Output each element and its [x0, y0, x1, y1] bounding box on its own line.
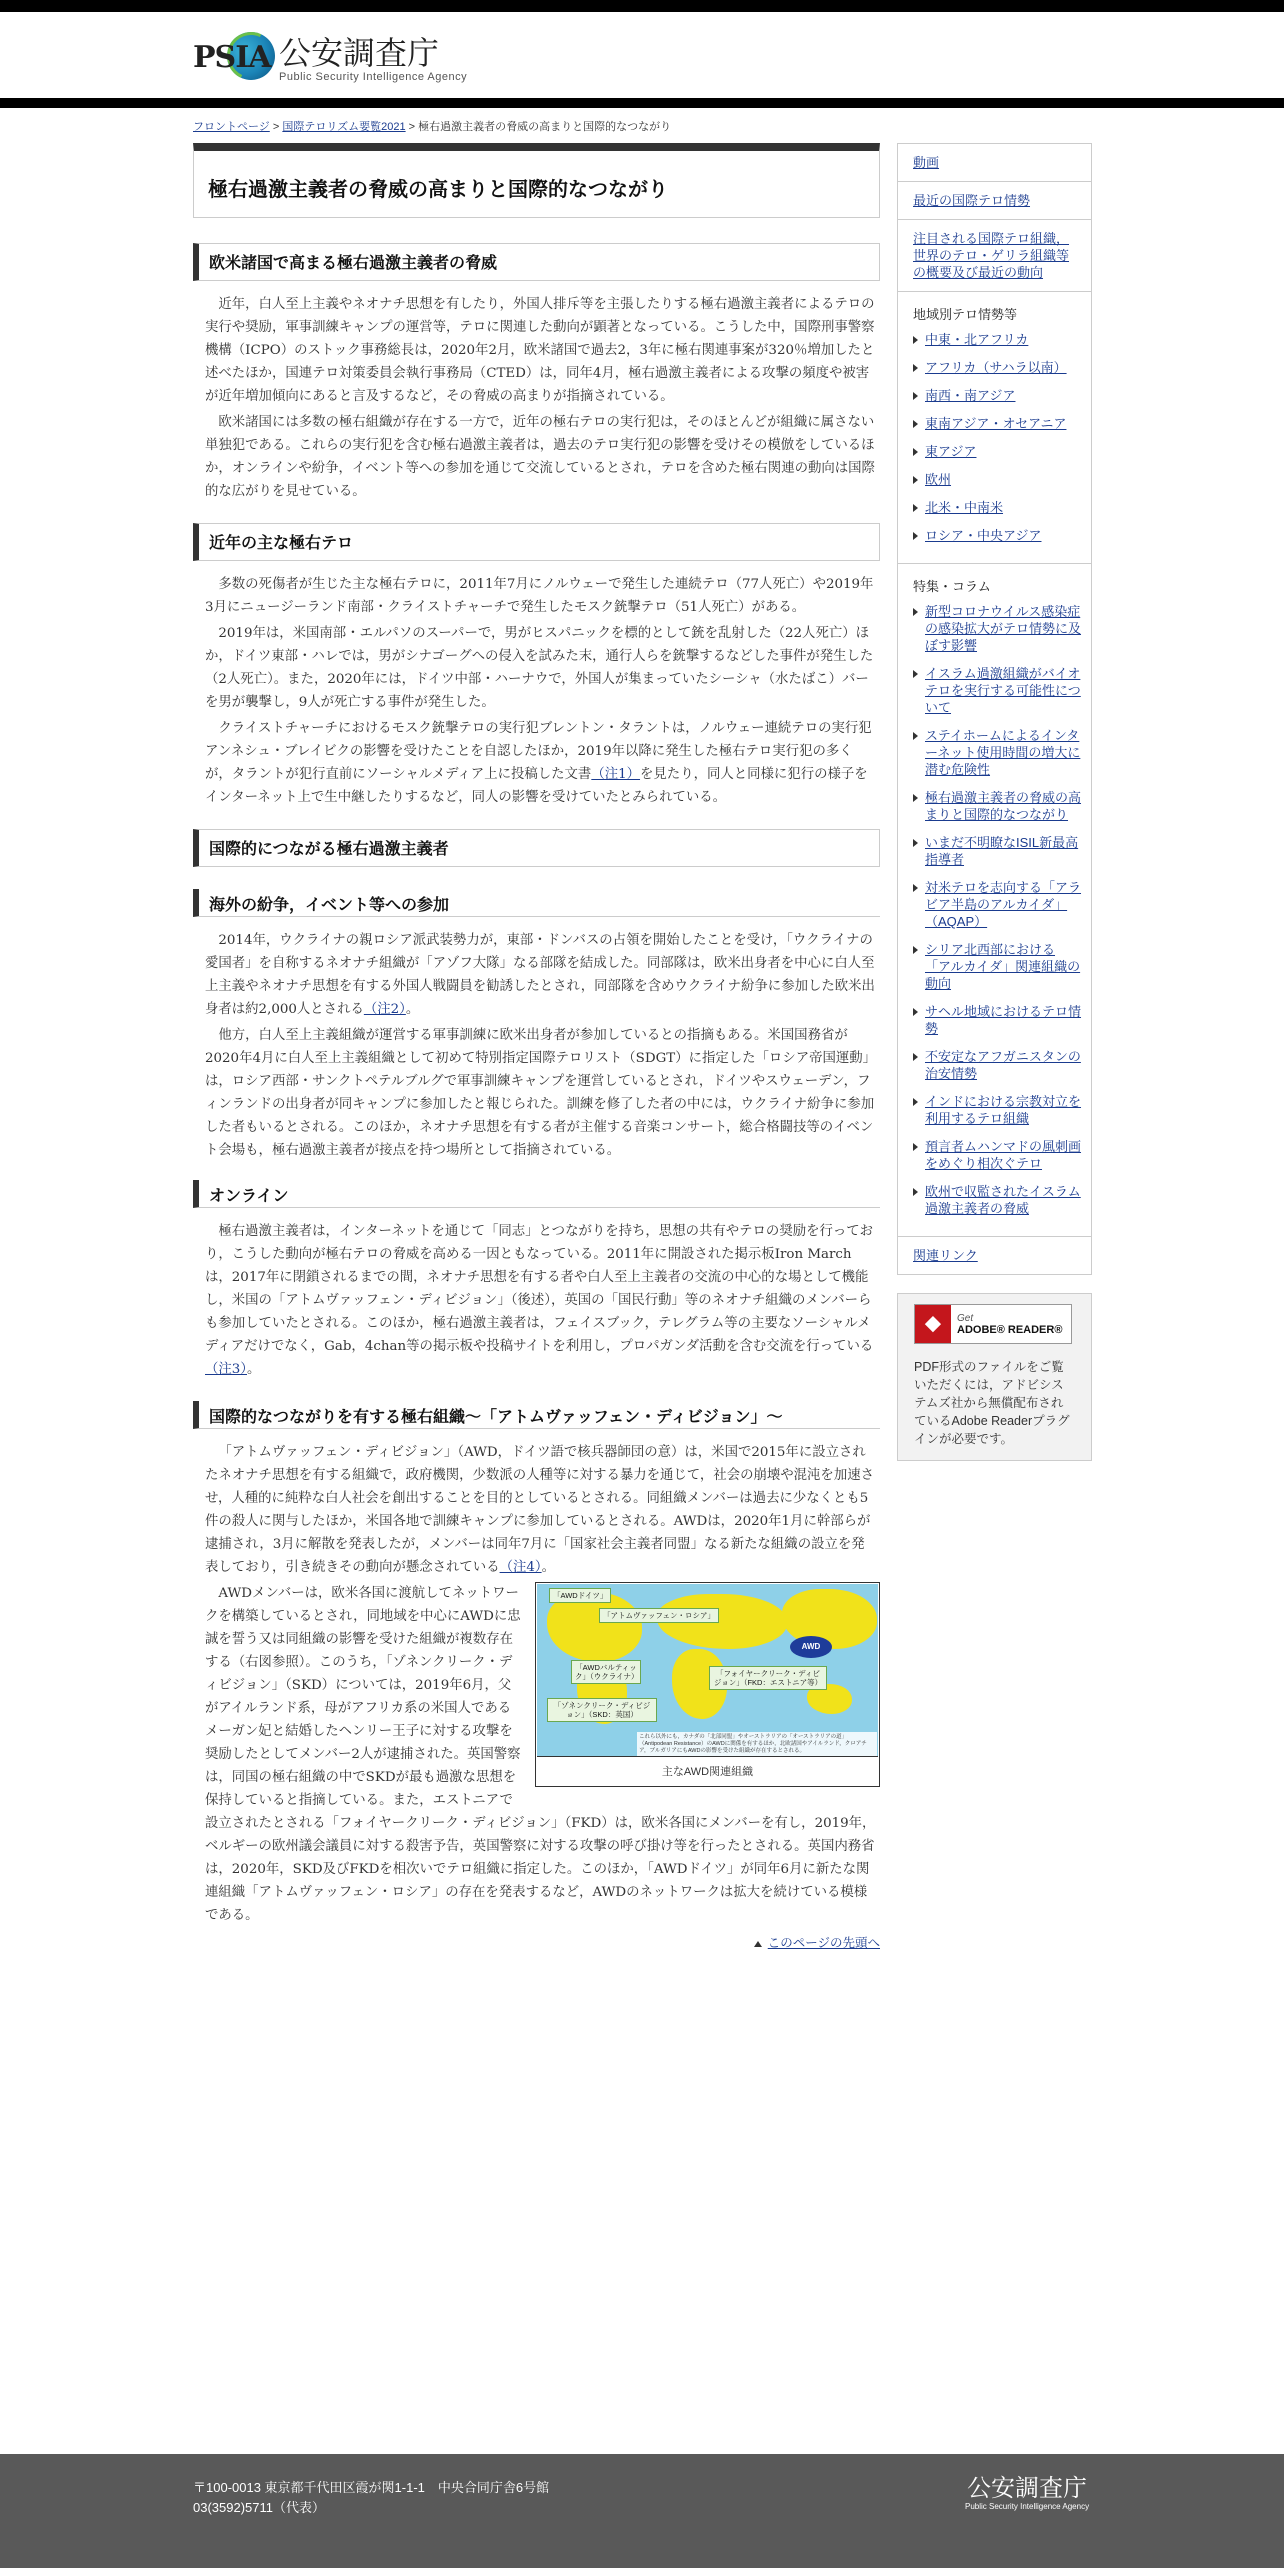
text-span: 。 [247, 1362, 261, 1377]
feature-item [913, 1093, 1081, 1127]
bullet-icon [913, 1053, 918, 1061]
figure-label: 「アトムヴァッフェン・ロシア」 [599, 1608, 719, 1623]
pagetop-link[interactable]: このページの先頭へ [767, 1936, 880, 1950]
feature-list [898, 603, 1091, 1236]
text-span: 2014年，ウクライナの親ロシア派武装勢力が，東部・ドンバスの占領を開始したことを受け，「ウクライナの愛国者」を自称するネオナチ組織が「アゾフ大隊」なる部隊を結成した。同部隊は，欧米出身者を中心に白人至上主義やネオナチ思想を有する外国人戦闘員を勧誘したとされ，同部隊を含めウクライナ紛争に参加した欧米出身者は約2,000人とされる [205, 933, 875, 1017]
bullet-icon [913, 1098, 918, 1106]
world-map [537, 1584, 878, 1756]
region-link[interactable]: 欧州 [925, 472, 952, 487]
paragraph: 近年，白人至上主義やネオナチ思想を有したり，外国人排斥等を主張したりする極右過激主義者によるテロの実行や奨励，軍事訓練キャンプの運営等，テロに関連した動向が顕著となっている。こうした中，国際刑事警察機構（ICPO）のストック事務総長は，2020年2月，欧米諸国で過去2，3年に極右関連事案が320％増加したと述べたほか，国連テロ対策委員会執行事務局（CTED）は，同年4月，極右過激主義者による攻撃の頻度や被害が近年増加傾向にあると言及するなど，その脅威の高まりが指摘されている。 [205, 297, 875, 404]
bullet-icon [913, 532, 918, 540]
feature-link[interactable]: いまだ不明瞭なISIL新最高指導者 [925, 835, 1079, 867]
main-content [193, 143, 880, 1971]
feature-item [913, 834, 1081, 868]
feature-item [913, 603, 1081, 654]
feature-link[interactable]: 不安定なアフガニスタンの治安情勢 [925, 1049, 1081, 1081]
breadcrumb-parent-link[interactable]: 国際テロリズム要覧2021 [282, 121, 406, 133]
region-item [913, 471, 1081, 488]
adobe-reader-label: ADOBE® READER® [957, 1323, 1063, 1336]
paragraph: AWDメンバーは，欧米各国に渡航してネットワークを構築しているとされ，同地域を中心にAWDに忠誠を誓う又は同組織の影響を受けた組織が複数存在する（右図参照）。このうち，「ゾネンクリーク・ディビジョン」（SKD）については，2019年6月，父がアイルランド系，母がアフリカ系の米国人であるメーガン妃と結婚したヘンリー王子に対する攻撃を奨励したとしてメンバー2人が逮捕された。英国警察は，同国の極右組織の中でSKDが最も過激な思想を保持していると指摘している。また，エストニアで設立されたとされる「フォイヤークリーク・ディビジョン」（FKD）は，欧米各国にメンバーを有し，2019年，ベルギーの欧州議会議員に対する殺害予告，英国警察に対する攻撃の呼び掛け等を行ったとされる。英国内務省は，2020年，SKD及びFKDを相次いでテロ組織に指定した。このほか，「AWDドイツ」が同年6月に新たな関連組織「アトムヴァッフェン・ロシア」の存在を発表するなど，AWDのネットワークは拡大を続けている模様である。 [205, 1586, 876, 1923]
bullet-icon [913, 670, 918, 678]
section-threat [193, 243, 880, 503]
section-heading: 国際的なつながりを有する極右組織～「アトムヴァッフェン・ディビジョン」～ [193, 1401, 880, 1429]
region-item [913, 499, 1081, 516]
figure-label: 「AWDドイツ」 [549, 1588, 611, 1603]
footer-address-block [193, 2478, 549, 2518]
region-item [913, 359, 1081, 376]
bullet-icon [913, 884, 918, 892]
bullet-icon [913, 420, 918, 428]
agency-name-ja: 公安調査庁 [279, 34, 440, 72]
figure-wrap [193, 1582, 880, 1927]
sidebar-feature-heading: 特集・コラム [913, 579, 991, 594]
adobe-pdf-icon: ⬥ [915, 1305, 951, 1343]
bullet-icon [913, 504, 918, 512]
site-footer [0, 2454, 1284, 2568]
subsection-heading: オンライン [193, 1180, 880, 1208]
adobe-description: PDF形式のファイルをご覧いただくには，アドビシステムズ社から無償配布されているAdobe Readerプラグインが必要です。 [914, 1360, 1070, 1446]
bullet-icon [913, 392, 918, 400]
section-international [193, 829, 880, 1381]
section-heading: 欧米諸国で高まる極右過激主義者の脅威 [193, 243, 880, 281]
feature-link[interactable]: 極右過激主義者の脅威の高まりと国際的なつながり [925, 790, 1082, 822]
feature-link[interactable]: 対米テロを志向する「アラビア半島のアルカイダ」（AQAP） [925, 880, 1082, 929]
agency-name-en: Public Security Intelligence Agency [279, 71, 468, 83]
text-span: 「アトムヴァッフェン・ディビジョン」（AWD，ドイツ語で核兵器師団の意）は，米国で2015年に設立されたネオナチ思想を有する組織で，政府機関，少数派の人種等に対する暴力を通じて，社会の崩壊や混沌を加速させ，人種的に純粋な白人社会を創出することを目的としているとされる。同組織メンバーは過去に少なくとも5件の殺人に関与したほか，米国各地で訓練キャンプに参加しているとされる。AWDは，2020年1月に幹部らが逮捕され，3月に解散を発表したが，メンバーは同年7月に「国家社会主義者同盟」なる新たな組織の設立を発表しており，引き続きその動向が懸念されている [205, 1445, 874, 1575]
subsection-heading: 海外の紛争，イベント等への参加 [193, 889, 880, 917]
sidebar-top-item [898, 220, 1091, 292]
bullet-icon [913, 946, 918, 954]
paragraph [193, 1441, 880, 1579]
text-span: を見たり，同人と同様に犯行の様子をインターネット上で生中継したりするなど，同人の影響を受けていたとみられている。 [205, 767, 868, 805]
feature-item [913, 941, 1081, 992]
breadcrumb-sep: > [272, 121, 280, 133]
sidebar-link-groups[interactable]: 注目される国際テロ組織，世界のテロ・ゲリラ組織等の概要及び最近の動向 [913, 231, 1070, 280]
figure-label: 「ゾネンクリーク・ディビジョン」（SKD：英国） [547, 1698, 657, 1722]
footer-logo-ja: 公安調査庁 [967, 2474, 1088, 2502]
feature-item [913, 1048, 1081, 1082]
region-link[interactable]: 東アジア [925, 444, 977, 459]
text-span: 。 [405, 1002, 420, 1017]
feature-item [913, 1003, 1081, 1037]
sidebar-related [898, 1237, 1091, 1274]
header-divider [0, 98, 1284, 108]
region-item [913, 331, 1081, 348]
page-title: 極右過激主義者の脅威の高まりと国際的なつながり [208, 177, 668, 201]
bullet-icon [913, 1188, 918, 1196]
region-link[interactable]: 北米・中南米 [925, 500, 1004, 515]
sidebar-top-item [898, 144, 1091, 182]
bullet-icon [913, 1008, 918, 1016]
paragraph [193, 717, 880, 809]
related-links-link[interactable]: 関連リンク [913, 1248, 978, 1263]
footer-phone: 03(3592)5711（代表） [193, 2500, 325, 2515]
psia-emblem [193, 30, 271, 88]
pagetop-link-wrap [193, 1933, 880, 1951]
bullet-icon [913, 448, 918, 456]
paragraph [193, 1220, 880, 1381]
bullet-icon [913, 794, 918, 802]
bullet-icon [913, 1143, 918, 1151]
text-span: 。 [541, 1560, 555, 1575]
sidebar [897, 143, 1092, 1461]
sidebar-nav [897, 143, 1092, 1275]
paragraph: 2019年は，米国南部・エルパソのスーパーで，男がヒスパニックを標的として銃を乱射した（22人死亡）ほか，ドイツ東部・ハレでは，男がシナゴーグへの侵入を試みた末，通行人らを銃撃するなどした事件が発生した（2人死亡）。また，2020年には，ドイツ中部・ハーナウで，外国人が集まっていたシーシャ（水たばこ）バーを男が襲撃し，9人が死亡する事件が発生した。 [205, 626, 874, 710]
top-black-bar [0, 0, 1284, 12]
feature-link[interactable]: ステイホームによるインターネット使用時間の増大に潜む危険性 [925, 728, 1081, 777]
section-heading: 国際的につながる極右過激主義者 [193, 829, 880, 867]
up-arrow-icon [754, 1941, 762, 1947]
section-recent-terror [193, 523, 880, 809]
bullet-icon [913, 476, 918, 484]
figure-label: 「AWDバルティック」（ウクライナ） [571, 1660, 641, 1684]
awd-figure [535, 1582, 880, 1787]
feature-item [913, 665, 1081, 716]
sidebar-region-heading: 地域別テロ情勢等 [913, 307, 1018, 322]
paragraph: 他方，白人至上主義組織が運営する軍事訓練に欧米出身者が参加しているとの指摘もある。米国国務省が2020年4月に白人至上主義組織として初めて特別指定国際テロリスト（SDGT）に指定した「ロシア帝国運動」は，ロシア西部・サンクトペテルブルグで軍事訓練キャンプを運営しているとされ，ドイツやスウェーデン，フィンランドの出身者が同キャンプに参加したと報じられた。訓練を修了した者の中には，ウクライナ紛争に参加した者もいるとされる。このほか，ネオナチ思想を有する者が主催する音楽コンサート，総合格闘技等のイベント会場も，極右過激主義者が接点を持つ場所として指摘されている。 [205, 1028, 877, 1158]
feature-item [913, 1183, 1081, 1217]
text-span: クライストチャーチにおけるモスク銃撃テロの実行犯ブレントン・タラントは，ノルウェー連続テロの実行犯アンネシュ・ブレイビクの影響を受けたことを自認したほか，2019年以降に発生した極右テロ実行犯の多くが，タラントが犯行直前にソーシャルメディア上に投稿した文書 [205, 721, 872, 782]
logo-text [279, 35, 467, 83]
sidebar-top-item [898, 182, 1091, 220]
region-item [913, 443, 1081, 460]
feature-item [913, 1138, 1081, 1172]
feature-link[interactable]: インドにおける宗教対立を利用するテロ組織 [925, 1094, 1082, 1126]
footnote-link-2[interactable]: （注2） [363, 1002, 406, 1017]
bullet-icon [913, 839, 918, 847]
logo-abbrev: PSIA [193, 40, 271, 75]
region-link[interactable]: 南西・南アジア [925, 388, 1016, 403]
breadcrumb-sep: > [408, 121, 416, 133]
awd-center-node: AWD [790, 1636, 832, 1658]
text-span: 極右過激主義者は，インターネットを通じて「同志」とつながりを持ち，思想の共有やテロの奨励を行っており，こうした動向が極右テロの脅威を高める一因ともなっている。2011年に開設された掲示板Iron Marchは，2017年に閉鎖されるまでの間，ネオナチ思想を有する者や白人至上主義者の交流の中心的な場として機能し，米国の「アトムヴァッフェン・ディビジョン」（後述），英国の「国民行動」等のネオナチ組織のメンバーらも参加していたとされる。このほか，極右過激主義者は，フェイスブック，テレグラム等の主要なソーシャルメディアだけでなく，Gab，4chan等の掲示板や投稿サイトを利用し，プロパガンダ活動を含む交流を行っている [205, 1224, 874, 1354]
adobe-get: Get [957, 1312, 974, 1324]
section-heading: 近年の主な極右テロ [193, 523, 880, 561]
footer-logo[interactable] [965, 2474, 1089, 2511]
feature-link[interactable]: 新型コロナウイルス感染症の感染拡大がテロ情勢に及ぼす影響 [925, 604, 1082, 653]
figure-caption: 主なAWD関連組織 [537, 1756, 878, 1785]
breadcrumb-home-link[interactable]: フロントページ [193, 121, 270, 133]
feature-item [913, 789, 1081, 823]
region-list [898, 331, 1091, 563]
site-logo[interactable] [193, 30, 467, 88]
footnote-link-4[interactable]: （注4） [499, 1560, 542, 1575]
figure-note: これら以外にも，カナダの「北部同盟」やオーストラリアの「オーストラリアの道」（Antipodean Resistance）のAWDに関係を有するほか，北欧諸国やアイルランド，クロアチア，ブルガリアにもAWDの影響を受けた組織が存在するとされる。 [637, 1732, 877, 1756]
feature-link[interactable]: 預言者ムハンマドの風刺画をめぐり相次ぐテロ [925, 1139, 1082, 1171]
feature-link[interactable]: シリア北西部における「アルカイダ」関連組織の動向 [925, 942, 1081, 991]
region-link[interactable]: アフリカ（サハラ以南） [925, 360, 1067, 375]
paragraph: 欧米諸国には多数の極右組織が存在する一方で，近年の極右テロの実行犯は，そのほとんどが組織に属さない単独犯である。これらの実行犯を含む極右過激主義者は，過去のテロ実行犯の影響を受けその模倣をしているほか，オンラインや紛争，イベント等への参加を通じて交流しているとされ，テロを含めた極右関連の動向は国際的な広がりを見せている。 [205, 415, 875, 499]
bullet-icon [913, 364, 918, 372]
region-item [913, 415, 1081, 432]
bullet-icon [913, 608, 918, 616]
paragraph [193, 929, 880, 1021]
adobe-badge-text [951, 1313, 1062, 1336]
feature-item [913, 727, 1081, 778]
breadcrumb-current: 極右過激主義者の脅威の高まりと国際的なつながり [418, 121, 672, 133]
feature-link[interactable]: 欧州で収監されたイスラム過激主義者の脅威 [925, 1184, 1081, 1216]
region-link[interactable]: 東南アジア・オセアニア [925, 416, 1067, 431]
bullet-icon [913, 732, 918, 740]
footer-address: 〒100-0013 東京都千代田区霞が関1-1-1 中央合同庁舎6号館 [193, 2480, 550, 2495]
sidebar-link-recent[interactable]: 最近の国際テロ情勢 [913, 193, 1031, 208]
region-item [913, 387, 1081, 404]
region-item [913, 527, 1081, 544]
figure-label: 「フォイヤークリーク・ディビジョン」（FKD：エストニア等） [709, 1666, 827, 1690]
feature-link[interactable]: イスラム過激組織がバイオテロを実行する可能性について [925, 666, 1081, 715]
section-awd [193, 1401, 880, 1951]
region-link[interactable]: ロシア・中央アジア [925, 528, 1042, 543]
breadcrumb [193, 118, 671, 134]
get-adobe-reader-button[interactable] [914, 1304, 1072, 1344]
footnote-link-1[interactable]: （注1） [591, 767, 641, 782]
page-title-box [193, 143, 880, 218]
site-header [0, 12, 1284, 98]
sidebar-link-video[interactable]: 動画 [913, 155, 940, 170]
feature-link[interactable]: サヘル地域におけるテロ情勢 [925, 1004, 1082, 1036]
region-link[interactable]: 中東・北アフリカ [925, 332, 1029, 347]
paragraph: 多数の死傷者が生じた主な極右テロに，2011年7月にノルウェーで発生した連続テロ（77人死亡）や2019年3月にニュージーランド南部・クライストチャーチで発生したモスク銃撃テロ（51人死亡）がある。 [205, 577, 874, 615]
adobe-reader-box [897, 1293, 1092, 1461]
footer-logo-en: Public Security Intelligence Agency [965, 2502, 1090, 2511]
footnote-link-3[interactable]: （注3） [205, 1362, 247, 1377]
bullet-icon [913, 336, 918, 344]
feature-item [913, 879, 1081, 930]
